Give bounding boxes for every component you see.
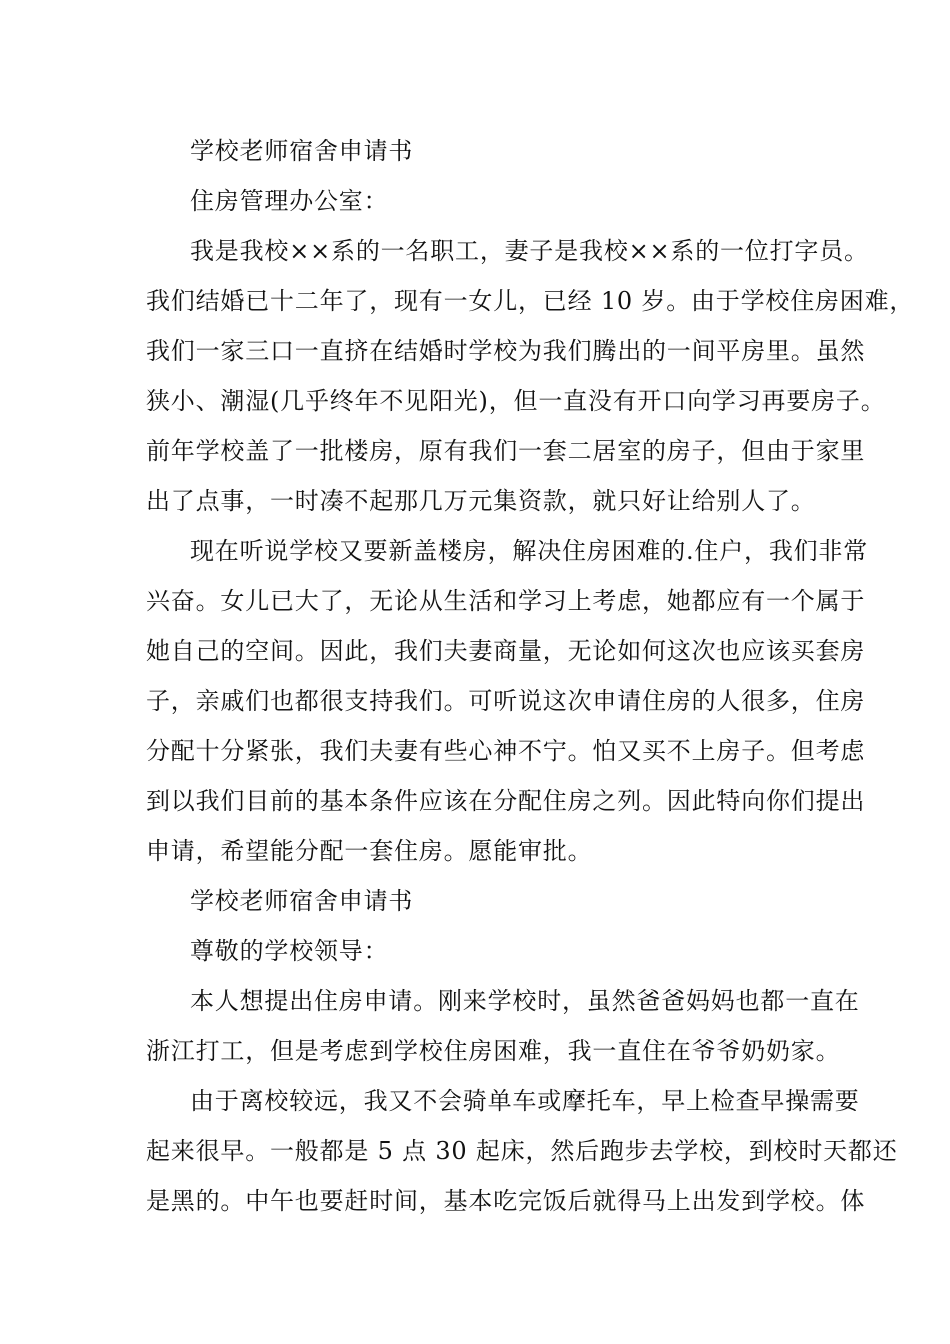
addressee-1: 住房管理办公室： (190, 187, 389, 215)
paragraph-line: 我们结婚已十二年了，现有一女儿，已经 10 岁。由于学校住房困难， (146, 287, 915, 315)
paragraph-line: 兴奋。女儿已大了，无论从生活和学习上考虑，她都应有一个属于 (146, 587, 866, 615)
paragraph-line: 是黑的。中午也要赶时间，基本吃完饭后就得马上出发到学校。体 (146, 1187, 866, 1215)
paragraph-line: 她自己的空间。因此，我们夫妻商量，无论如何这次也应该买套房 (146, 637, 866, 665)
paragraph-line: 子，亲戚们也都很支持我们。可听说这次申请住房的人很多，住房 (146, 687, 866, 715)
letter-title-2: 学校老师宿舍申请书 (190, 887, 414, 915)
letter-title-1: 学校老师宿舍申请书 (190, 137, 414, 165)
paragraph-line: 前年学校盖了一批楼房，原有我们一套二居室的房子，但由于家里 (146, 437, 866, 465)
paragraph-line: 我是我校××系的一名职工，妻子是我校××系的一位打字员。 (190, 237, 869, 265)
paragraph-line: 申请，希望能分配一套住房。愿能审批。 (146, 837, 593, 865)
paragraph-line: 出了点事，一时凑不起那几万元集资款，就只好让给别人了。 (146, 487, 816, 515)
paragraph-line: 浙江打工，但是考虑到学校住房困难，我一直住在爷爷奶奶家。 (146, 1037, 841, 1065)
paragraph-line: 分配十分紧张，我们夫妻有些心神不宁。怕又买不上房子。但考虑 (146, 737, 866, 765)
paragraph-line: 由于离校较远，我又不会骑单车或摩托车，早上检查早操需要 (190, 1087, 860, 1115)
paragraph-line: 现在听说学校又要新盖楼房，解决住房困难的.住户，我们非常 (190, 537, 869, 565)
addressee-2: 尊敬的学校领导： (190, 937, 389, 965)
paragraph-line: 起来很早。一般都是 5 点 30 起床，然后跑步去学校，到校时天都还 (146, 1137, 898, 1165)
paragraph-line: 我们一家三口一直挤在结婚时学校为我们腾出的一间平房里。虽然 (146, 337, 866, 365)
paragraph-line: 本人想提出住房申请。刚来学校时，虽然爸爸妈妈也都一直在 (190, 987, 860, 1015)
paragraph-line: 狭小、潮湿(几乎终年不见阳光)，但一直没有开口向学习再要房子。 (146, 387, 886, 415)
paragraph-line: 到以我们目前的基本条件应该在分配住房之列。因此特向你们提出 (146, 787, 866, 815)
